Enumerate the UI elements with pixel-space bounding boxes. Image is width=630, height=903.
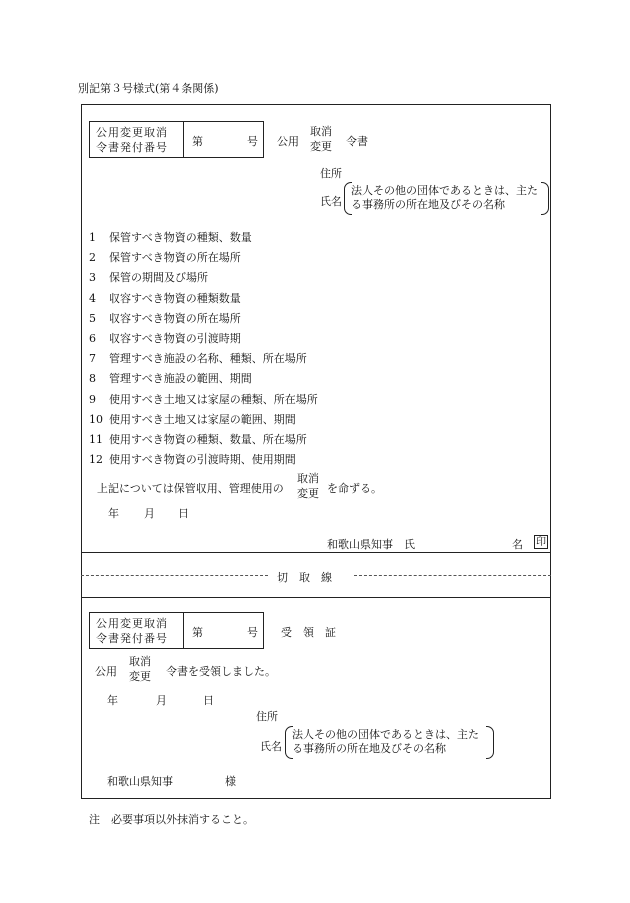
- cut-line-right: [354, 575, 551, 576]
- order-number-go: 号: [247, 135, 258, 148]
- receipt-cancel-change-stack: [129, 654, 151, 684]
- receipt-date-month: 月: [156, 694, 167, 707]
- list-item-number: 9: [89, 392, 96, 406]
- list-item-number: 8: [89, 372, 96, 386]
- receipt-name-label: 氏名: [260, 740, 282, 753]
- receipt-governor: 和歌山県知事: [107, 775, 173, 788]
- list-item-text: 使用すべき物資の種類、数量、所在場所: [109, 433, 307, 446]
- list-item: [89, 269, 208, 285]
- receipt-number-label-line1: 公用変更取消: [96, 617, 168, 630]
- receipt-koyo: 公用: [95, 665, 117, 678]
- order-number-label-line1: 公用変更取消: [96, 126, 168, 139]
- receipt-number-label-line2: 令書発付番号: [96, 632, 168, 645]
- list-item-number: 10: [89, 412, 103, 426]
- list-item-text: 使用すべき土地又は家屋の範囲、期間: [109, 412, 296, 426]
- order-sentence-post: を命ずる。: [327, 482, 382, 495]
- list-item: [89, 391, 318, 407]
- receipt-number-label: [90, 613, 184, 648]
- list-item: [89, 290, 241, 306]
- receipt-received-text: 令書を受領しました。: [166, 665, 276, 678]
- receipt-group-note-line2: る事務所の所在地及びその名称: [292, 742, 446, 755]
- receipt-number-go: 号: [247, 626, 258, 639]
- receipt-date-day: 日: [203, 694, 214, 707]
- receipt-title: 受 領 証: [281, 626, 336, 639]
- torikeshi-label: 取消: [310, 125, 332, 138]
- receipt-group-note-line1: 法人その他の団体であるときは、主た: [292, 728, 479, 741]
- receipt-number-dai: 第: [192, 626, 203, 639]
- list-item-text: 管理すべき施設の範囲、期間: [109, 372, 252, 386]
- date-month: 月: [144, 507, 155, 520]
- list-item-number: 4: [89, 291, 96, 305]
- list-item: [89, 350, 307, 366]
- henko-label: 変更: [310, 140, 332, 153]
- list-item-text: 保管すべき物資の所在場所: [109, 251, 241, 265]
- order-number-label: [90, 122, 184, 157]
- order-number-dai: 第: [192, 135, 203, 148]
- receipt-number-box: [89, 612, 264, 649]
- date-year: 年: [108, 507, 119, 520]
- address-label: 住所: [320, 167, 342, 180]
- lower-section-divider: [81, 597, 551, 598]
- seal-mark: 印: [536, 537, 546, 548]
- group-note: [351, 184, 538, 212]
- order-number-label-line2: 令書発付番号: [96, 141, 168, 154]
- name-label: 氏名: [320, 195, 342, 208]
- list-item-text: 使用すべき物資の引渡時期、使用期間: [109, 453, 296, 467]
- list-item-number: 6: [89, 332, 96, 345]
- list-item-number: 5: [89, 311, 96, 325]
- list-item-number: 2: [89, 251, 96, 265]
- footnote: 注 必要事項以外抹消すること。: [89, 813, 254, 826]
- receipt-henko: 変更: [129, 670, 151, 683]
- receipt-group-note: [292, 728, 479, 756]
- list-item: [89, 229, 252, 245]
- list-item: [89, 431, 307, 447]
- list-item-number: 3: [89, 271, 96, 285]
- receipt-address-label: 住所: [256, 710, 278, 723]
- receipt-torikeshi: 取消: [129, 655, 151, 668]
- governor-name-line: 和歌山県知事 氏: [327, 538, 415, 551]
- list-item-number: 7: [89, 352, 96, 366]
- list-item: [89, 249, 241, 265]
- koyo-label: 公用: [277, 135, 299, 148]
- list-item: [89, 310, 241, 326]
- list-item: [89, 411, 296, 427]
- upper-section-divider: [81, 552, 551, 553]
- name-char: 名: [512, 538, 523, 551]
- order-number-box: [89, 121, 264, 158]
- reisho-label: 令書: [346, 135, 368, 148]
- group-note-line2: る事務所の所在地及びその名称: [351, 198, 505, 211]
- list-item-text: 使用すべき土地又は家屋の種類、所在場所: [109, 392, 318, 406]
- order-henko: 変更: [297, 487, 319, 500]
- list-item-text: 管理すべき施設の名称、種類、所在場所: [109, 352, 307, 366]
- list-item: [89, 370, 252, 386]
- cancel-change-stack: [310, 124, 332, 154]
- list-item-number: 12: [89, 453, 103, 467]
- order-torikeshi: 取消: [297, 472, 319, 485]
- receipt-date-year: 年: [107, 694, 118, 707]
- date-day: 日: [178, 507, 189, 520]
- cut-line-label: 切 取 線: [277, 571, 332, 584]
- group-note-line1: 法人その他の団体であるときは、主た: [351, 184, 538, 197]
- order-cancel-change-stack: [297, 471, 319, 501]
- form-heading: 別記第３号様式(第４条関係): [78, 82, 219, 95]
- list-item-number: 1: [89, 231, 96, 244]
- list-item-text: 保管の期間及び場所: [109, 271, 208, 285]
- list-item-text: 収容すべき物資の種類数量: [109, 291, 241, 305]
- list-item-number: 11: [89, 433, 103, 446]
- list-item-text: 収容すべき物資の引渡時期: [109, 332, 241, 345]
- list-item-text: 収容すべき物資の所在場所: [109, 311, 241, 325]
- order-sentence-pre: 上記については保管収用、管理使用の: [97, 482, 284, 495]
- list-item: [89, 330, 241, 346]
- list-item-text: 保管すべき物資の種類、数量: [109, 231, 252, 244]
- receipt-sama: 様: [225, 775, 236, 788]
- list-item: [89, 451, 296, 467]
- cut-line-left: [81, 575, 268, 576]
